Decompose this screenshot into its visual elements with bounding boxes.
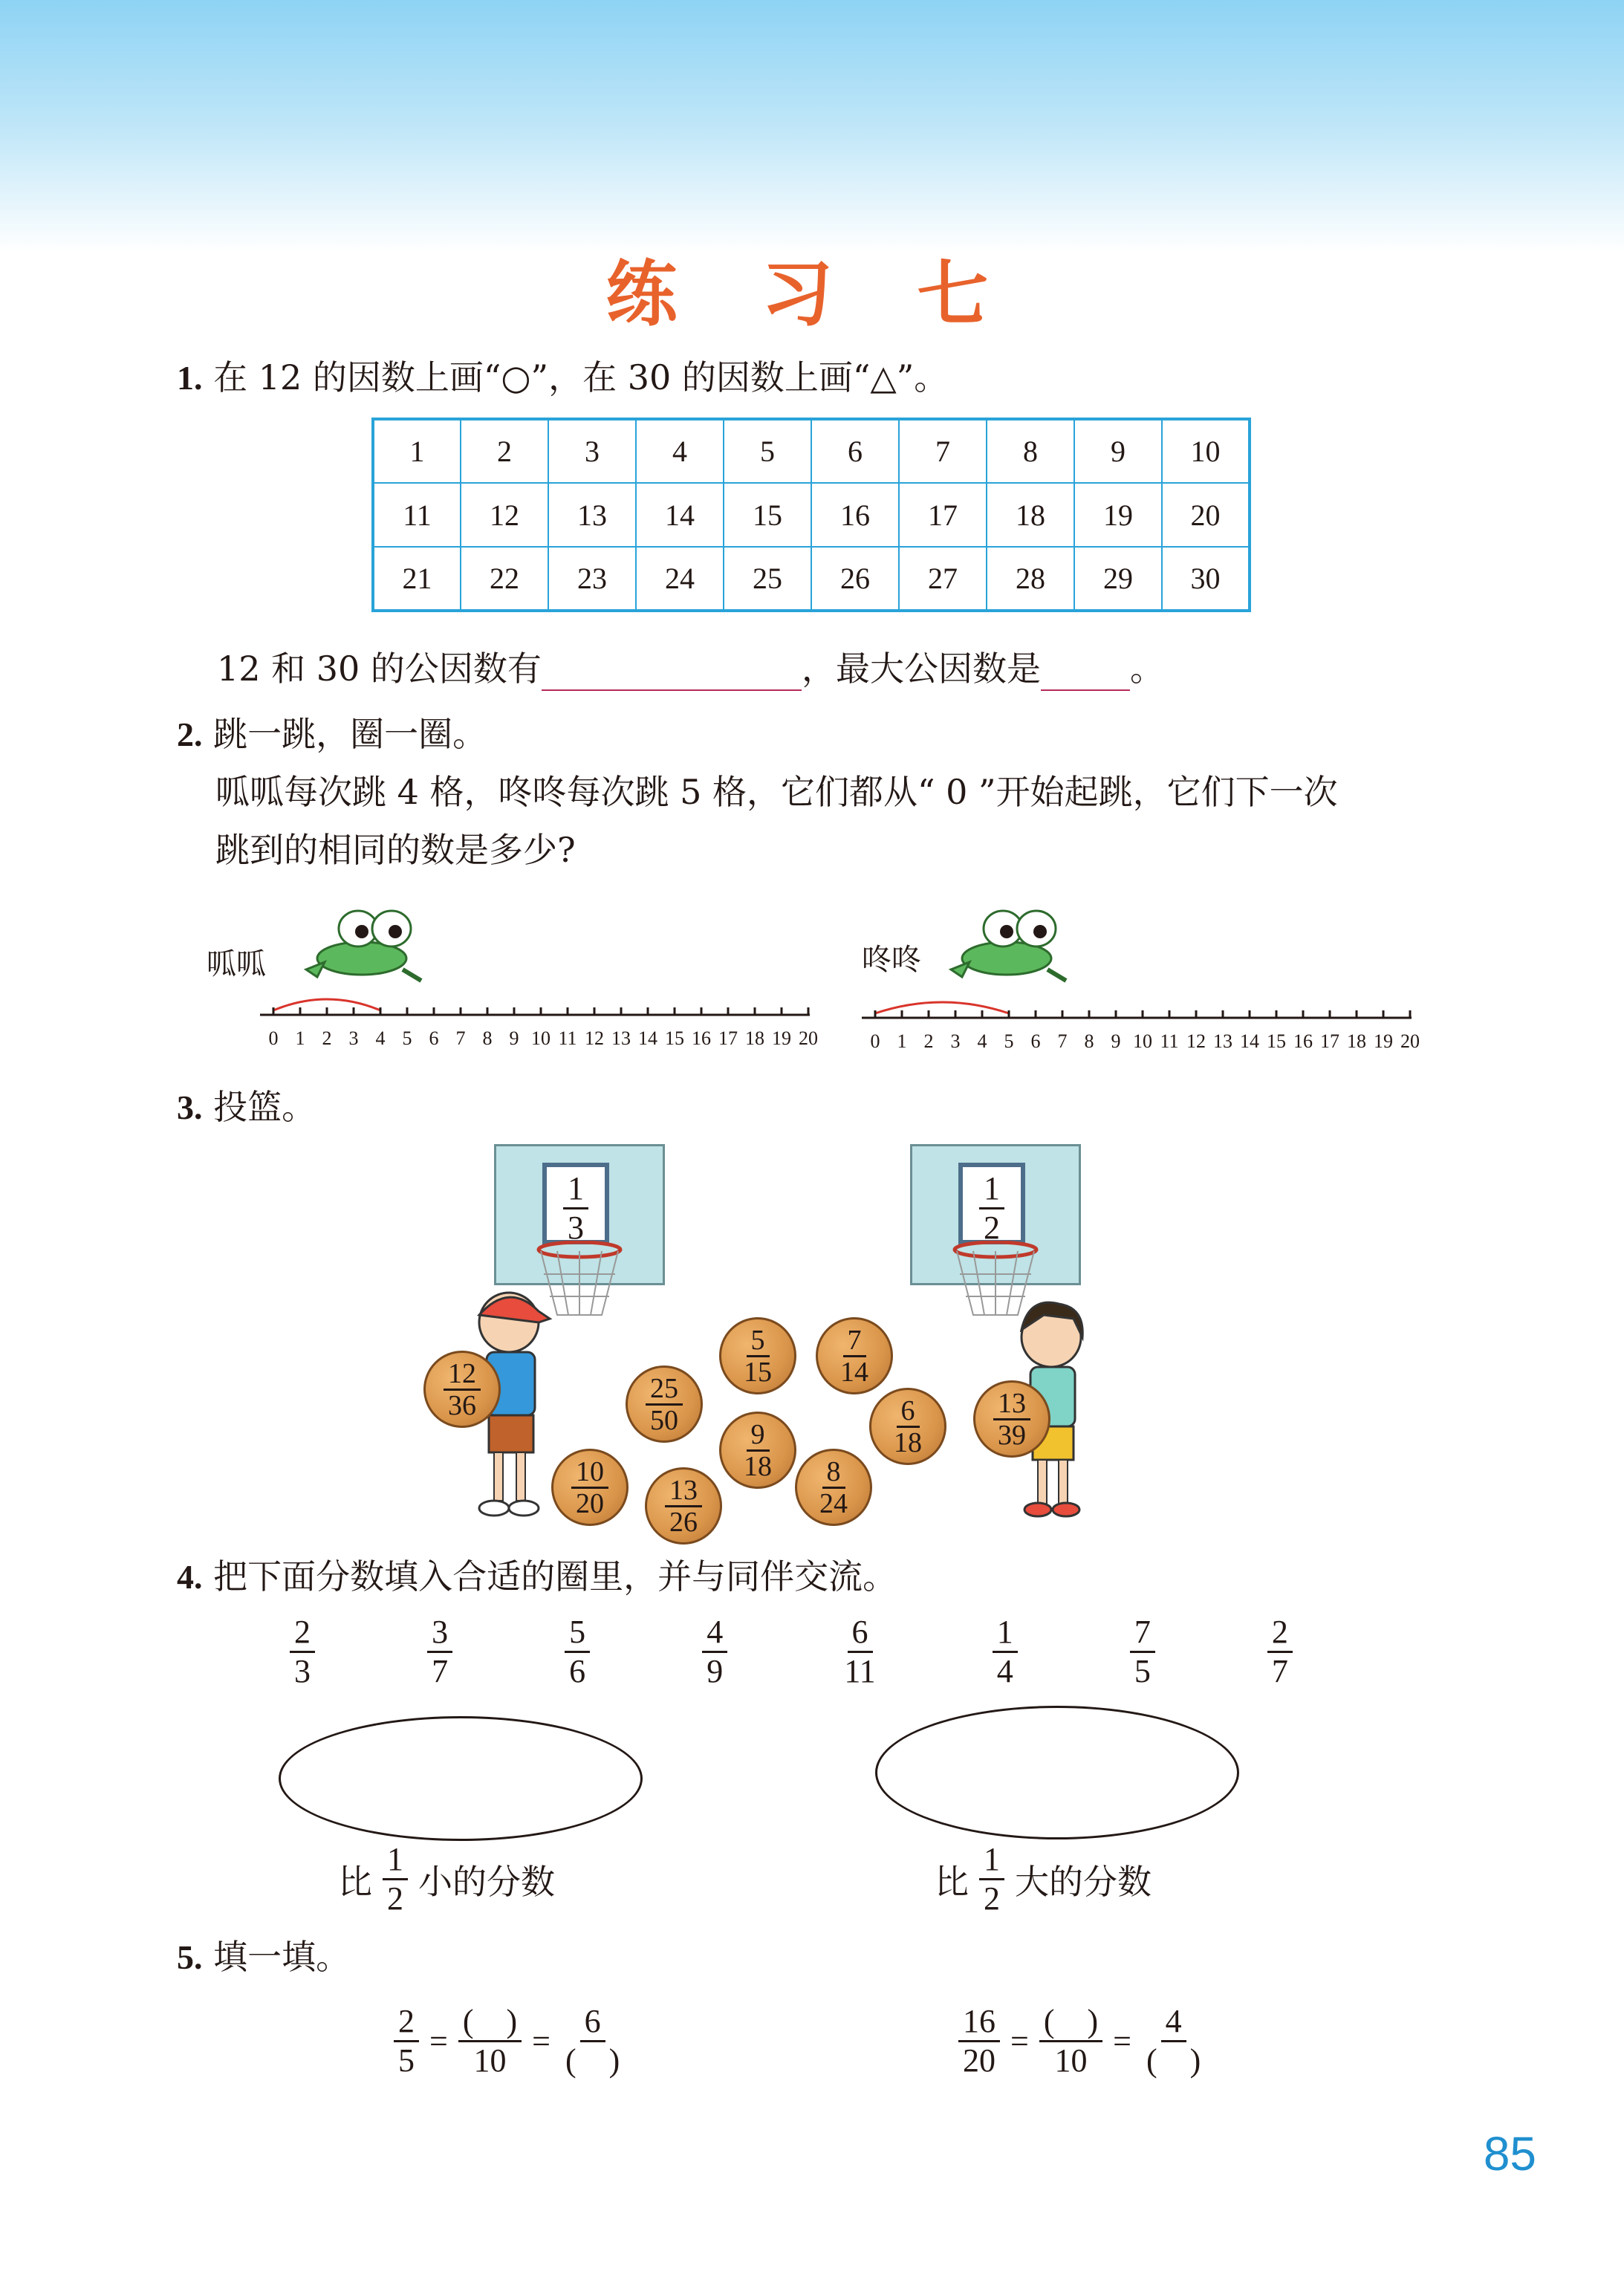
number-cell[interactable]: 23 bbox=[548, 547, 636, 611]
gcd-blank[interactable] bbox=[1041, 654, 1130, 691]
fraction-denominator: 3 bbox=[294, 1653, 311, 1689]
q1-text: 在 12 的因数上画“○”，在 30 的因数上画“△”。 bbox=[213, 357, 949, 397]
fraction-numerator: 2 bbox=[290, 1614, 315, 1653]
number-cell[interactable]: 2 bbox=[461, 419, 548, 483]
fraction-numerator: 2 bbox=[1267, 1614, 1293, 1653]
fraction-numerator: 7 bbox=[843, 1325, 866, 1357]
fraction-denominator: 50 bbox=[650, 1404, 678, 1436]
q2-line2: 跳到的相同的数是多少? bbox=[215, 830, 576, 870]
basketball-fraction bbox=[815, 1457, 852, 1519]
caption-left-pre: 比 bbox=[338, 1861, 372, 1902]
eq1-equals-1: = bbox=[429, 2023, 448, 2059]
caption-left-post: 小的分数 bbox=[418, 1861, 555, 1902]
fraction-numerator: 8 bbox=[822, 1457, 845, 1489]
number-line-label: 12 bbox=[585, 1027, 604, 1049]
basketball-fraction bbox=[444, 1359, 481, 1420]
number-cell[interactable]: 17 bbox=[899, 483, 987, 547]
fraction-numerator: 10 bbox=[571, 1457, 608, 1489]
number-line-label: 17 bbox=[718, 1027, 738, 1049]
fraction-numerator: 12 bbox=[444, 1359, 481, 1391]
eq1-equals-2: = bbox=[532, 2023, 550, 2059]
eq1-fraction-c[interactable]: $\frac{6}{( )}$ bbox=[565, 2003, 620, 2079]
hoop-right-fraction: $\frac{1}{2}$ bbox=[963, 1170, 1021, 1247]
basketball[interactable] bbox=[626, 1365, 703, 1443]
fraction-numerator: 25 bbox=[646, 1374, 683, 1406]
number-line-label: 17 bbox=[1320, 1030, 1339, 1052]
frog-guagua-icon bbox=[291, 899, 425, 988]
q1-common-factors bbox=[217, 646, 1164, 691]
number-line-label: 13 bbox=[611, 1027, 631, 1049]
fraction-denominator: 4 bbox=[996, 1653, 1013, 1689]
fraction-denominator: 18 bbox=[744, 1450, 772, 1482]
number-grid bbox=[371, 418, 1251, 612]
common-factors-blank[interactable] bbox=[542, 654, 802, 691]
number-line-label: 15 bbox=[1267, 1030, 1286, 1052]
fraction-denominator: 5 bbox=[1134, 1653, 1151, 1689]
q4-heading bbox=[177, 1554, 897, 1600]
q4-fraction[interactable] bbox=[1267, 1614, 1293, 1690]
number-cell[interactable]: 5 bbox=[724, 419, 811, 483]
eq2-fraction-b[interactable]: $\frac{( )}{10}$ bbox=[1039, 2003, 1102, 2079]
q1-common-prefix: 12 和 30 的公因数有 bbox=[217, 649, 542, 689]
q1-number: 1. bbox=[177, 359, 203, 397]
q4-fraction[interactable] bbox=[1130, 1614, 1155, 1690]
caption-right-post: 大的分数 bbox=[1015, 1861, 1152, 1902]
fraction-numerator: 6 bbox=[897, 1396, 920, 1428]
number-cell[interactable]: 24 bbox=[636, 547, 724, 611]
basketball[interactable] bbox=[795, 1449, 872, 1526]
number-grid-row bbox=[373, 547, 1250, 611]
q1-prompt bbox=[177, 355, 948, 400]
number-line-label: 16 bbox=[1293, 1030, 1313, 1052]
q3-number: 3. bbox=[177, 1088, 203, 1126]
fraction-denominator: 20 bbox=[576, 1487, 604, 1519]
number-line-label: 1 bbox=[295, 1027, 305, 1049]
q4-number: 4. bbox=[177, 1558, 203, 1596]
circle-greater-than-half[interactable] bbox=[875, 1706, 1239, 1839]
number-cell[interactable]: 11 bbox=[373, 483, 461, 547]
number-line-label: 18 bbox=[745, 1027, 764, 1049]
basketball-fraction bbox=[739, 1325, 776, 1387]
number-cell[interactable]: 9 bbox=[1074, 419, 1162, 483]
number-line-label: 2 bbox=[923, 1030, 934, 1052]
fraction-denominator: 9 bbox=[707, 1653, 724, 1689]
number-cell[interactable]: 10 bbox=[1162, 419, 1250, 483]
number-cell[interactable]: 4 bbox=[636, 419, 724, 483]
number-line-label: 8 bbox=[482, 1027, 493, 1049]
number-line-label: 4 bbox=[977, 1030, 987, 1052]
basketball[interactable] bbox=[551, 1449, 629, 1526]
fraction-numerator: 1 bbox=[993, 1614, 1018, 1653]
number-cell[interactable]: 16 bbox=[811, 483, 899, 547]
q2-title: 跳一跳，圈一圈。 bbox=[213, 714, 487, 754]
number-line-label: 12 bbox=[1186, 1030, 1206, 1052]
page-title: 练 习 七 bbox=[605, 253, 1019, 336]
number-cell[interactable]: 18 bbox=[987, 483, 1074, 547]
number-line-label: 14 bbox=[638, 1027, 657, 1049]
q2-number: 2. bbox=[177, 715, 203, 753]
number-cell[interactable]: 12 bbox=[461, 483, 548, 547]
q4-fraction[interactable] bbox=[702, 1614, 727, 1690]
number-cell[interactable]: 19 bbox=[1074, 483, 1162, 547]
header-band bbox=[0, 0, 1624, 253]
eq2-fraction-c[interactable]: $\frac{4}{( )}$ bbox=[1146, 2003, 1201, 2079]
number-cell[interactable]: 25 bbox=[724, 547, 811, 611]
q2-line1: 呱呱每次跳 4 格，咚咚每次跳 5 格，它们都从“ 0 ”开始起跳，它们下一次 bbox=[215, 772, 1338, 812]
fraction-numerator: 6 bbox=[848, 1614, 873, 1653]
fraction-denominator: 24 bbox=[819, 1487, 848, 1519]
equation-2 bbox=[958, 2003, 1205, 2079]
basketball[interactable] bbox=[869, 1388, 946, 1465]
number-line-label: 19 bbox=[772, 1027, 791, 1049]
fraction-numerator: 9 bbox=[747, 1420, 770, 1452]
fraction-denominator: 11 bbox=[844, 1653, 876, 1689]
number-line-label: 6 bbox=[1030, 1030, 1041, 1052]
frog-label-guagua: 呱呱 bbox=[207, 947, 266, 981]
number-line-label: 11 bbox=[1160, 1030, 1179, 1052]
fraction-denominator: 7 bbox=[1271, 1653, 1288, 1689]
equation-1 bbox=[394, 2003, 624, 2079]
number-cell[interactable]: 21 bbox=[373, 547, 461, 611]
eq1-fraction-b[interactable]: $\frac{( )}{10}$ bbox=[458, 2003, 522, 2079]
number-grid-row bbox=[373, 419, 1250, 483]
number-line-label: 2 bbox=[322, 1027, 332, 1049]
number-line-label: 4 bbox=[375, 1027, 386, 1049]
number-line-label: 19 bbox=[1374, 1030, 1393, 1052]
number-line-label: 1 bbox=[897, 1030, 907, 1052]
frog-dongdong-icon bbox=[936, 899, 1070, 988]
number-line-label: 9 bbox=[509, 1027, 519, 1049]
number-line-label: 20 bbox=[1400, 1030, 1420, 1052]
basketball-fraction bbox=[665, 1475, 702, 1537]
hoop-right-target bbox=[958, 1163, 1025, 1244]
number-line-label: 7 bbox=[455, 1027, 466, 1049]
q3-title: 投篮。 bbox=[213, 1087, 316, 1127]
hoop-left-target bbox=[542, 1163, 609, 1244]
q1-common-mid: ，最大公因数是 bbox=[801, 649, 1041, 689]
number-line-dongdong bbox=[862, 984, 1426, 1058]
q5-number: 5. bbox=[177, 1938, 203, 1976]
basketball-fraction bbox=[993, 1389, 1030, 1450]
number-line-label: 7 bbox=[1057, 1030, 1068, 1052]
page-number: 85 bbox=[1483, 2127, 1536, 2180]
fraction-denominator: 26 bbox=[669, 1506, 698, 1538]
number-line-guagua bbox=[260, 981, 825, 1055]
fraction-numerator: 7 bbox=[1130, 1614, 1155, 1653]
number-line-label: 3 bbox=[348, 1027, 359, 1049]
number-line-label: 3 bbox=[950, 1030, 961, 1052]
basketball-fraction bbox=[836, 1325, 873, 1387]
basketball-fraction bbox=[739, 1420, 776, 1481]
fraction-denominator: 15 bbox=[744, 1356, 772, 1388]
number-line-label: 15 bbox=[665, 1027, 684, 1049]
number-cell[interactable]: 7 bbox=[899, 419, 987, 483]
number-cell[interactable]: 1 bbox=[373, 419, 461, 483]
eq2-fraction-a: $\frac{16}{20}$ bbox=[958, 2003, 1000, 2079]
basketball-fraction bbox=[646, 1374, 683, 1435]
q4-fraction[interactable] bbox=[565, 1614, 590, 1690]
number-cell[interactable]: 20 bbox=[1162, 483, 1250, 547]
number-line-label: 0 bbox=[268, 1027, 279, 1049]
number-cell[interactable]: 6 bbox=[811, 419, 899, 483]
fraction-denominator: 6 bbox=[569, 1653, 586, 1689]
number-cell[interactable]: 26 bbox=[811, 547, 899, 611]
number-cell[interactable]: 3 bbox=[548, 419, 636, 483]
number-cell[interactable]: 30 bbox=[1162, 547, 1250, 611]
number-line-label: 8 bbox=[1084, 1030, 1094, 1052]
q5-heading bbox=[177, 1935, 350, 1980]
eq2-equals-1: = bbox=[1010, 2023, 1029, 2059]
hoop-left-fraction: $\frac{1}{3}$ bbox=[547, 1170, 605, 1247]
fraction-denominator: 7 bbox=[432, 1653, 449, 1689]
number-cell[interactable]: 27 bbox=[899, 547, 987, 611]
fraction-denominator: 39 bbox=[998, 1419, 1026, 1451]
q4-fraction[interactable] bbox=[993, 1614, 1018, 1690]
number-cell[interactable]: 8 bbox=[987, 419, 1074, 483]
frog-label-dongdong: 咚咚 bbox=[862, 943, 921, 977]
fraction-numerator: 5 bbox=[565, 1614, 590, 1653]
basketball[interactable] bbox=[719, 1317, 796, 1394]
number-line-label: 14 bbox=[1240, 1030, 1259, 1052]
caption-right-pre: 比 bbox=[935, 1861, 969, 1902]
fraction-numerator: 13 bbox=[665, 1475, 702, 1507]
jump-arrow-icon bbox=[875, 1002, 1009, 1013]
fraction-numerator: 3 bbox=[427, 1614, 452, 1653]
fraction-numerator: 13 bbox=[993, 1389, 1030, 1420]
q1-common-end: 。 bbox=[1129, 649, 1164, 689]
number-line-label: 5 bbox=[1004, 1030, 1014, 1052]
number-line-label: 9 bbox=[1111, 1030, 1121, 1052]
basketball-fraction bbox=[889, 1396, 926, 1458]
caption-greater-than-half bbox=[935, 1841, 1152, 1917]
number-line-label: 18 bbox=[1347, 1030, 1366, 1052]
number-line-label: 5 bbox=[402, 1027, 412, 1049]
half-fraction-left: $\frac{1}{2}$ bbox=[383, 1841, 408, 1917]
number-cell[interactable]: 29 bbox=[1074, 547, 1162, 611]
fraction-numerator: 4 bbox=[702, 1614, 727, 1653]
q4-fraction[interactable] bbox=[427, 1614, 452, 1690]
fraction-denominator: 36 bbox=[448, 1389, 476, 1421]
number-line-label: 6 bbox=[429, 1027, 439, 1049]
fraction-denominator: 18 bbox=[894, 1426, 922, 1458]
eq2-equals-2: = bbox=[1113, 2023, 1131, 2059]
half-fraction-right: $\frac{1}{2}$ bbox=[979, 1841, 1004, 1917]
number-line-label: 10 bbox=[1133, 1030, 1152, 1052]
basketball[interactable] bbox=[816, 1317, 893, 1394]
q2-heading bbox=[177, 712, 487, 757]
q4-title: 把下面分数填入合适的圈里，并与同伴交流。 bbox=[213, 1556, 897, 1597]
number-line-label: 11 bbox=[558, 1027, 577, 1049]
number-cell[interactable]: 28 bbox=[987, 547, 1074, 611]
basketball[interactable] bbox=[423, 1351, 501, 1428]
q4-fraction-list bbox=[290, 1614, 1293, 1690]
number-line-label: 16 bbox=[692, 1027, 711, 1049]
basketball-fraction bbox=[571, 1457, 608, 1519]
number-cell[interactable]: 14 bbox=[636, 483, 724, 547]
fraction-denominator: 14 bbox=[840, 1356, 868, 1388]
q4-fraction[interactable] bbox=[290, 1614, 315, 1690]
number-line-label: 13 bbox=[1213, 1030, 1232, 1052]
basketball[interactable] bbox=[645, 1467, 722, 1545]
number-cell[interactable]: 13 bbox=[548, 483, 636, 547]
number-line-label: 0 bbox=[870, 1030, 880, 1052]
number-grid-row bbox=[373, 483, 1250, 547]
number-cell[interactable]: 22 bbox=[461, 547, 548, 611]
basketball[interactable] bbox=[719, 1412, 796, 1489]
q5-title: 填一填。 bbox=[213, 1937, 351, 1977]
basketball[interactable] bbox=[973, 1380, 1050, 1458]
number-cell[interactable]: 15 bbox=[724, 483, 811, 547]
circle-less-than-half[interactable] bbox=[279, 1716, 643, 1841]
fraction-numerator: 5 bbox=[747, 1325, 770, 1357]
q3-heading bbox=[177, 1085, 316, 1130]
number-line-label: 10 bbox=[531, 1027, 550, 1049]
caption-less-than-half bbox=[338, 1841, 555, 1917]
q4-fraction[interactable] bbox=[839, 1614, 880, 1690]
number-line-label: 20 bbox=[799, 1027, 818, 1049]
eq1-fraction-a: $\frac{2}{5}$ bbox=[394, 2003, 419, 2079]
